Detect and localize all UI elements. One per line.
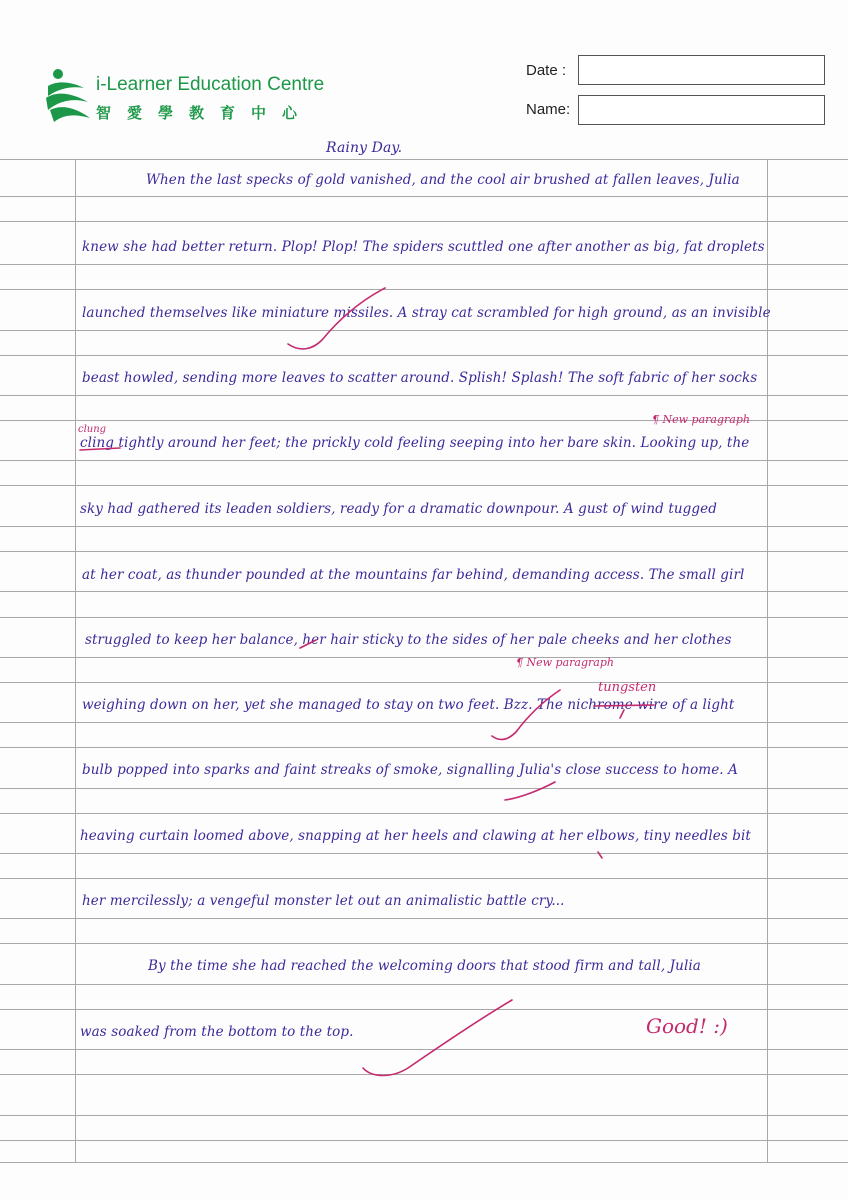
- essay-line: beast howled, sending more leaves to scatter around. Splish! Splash! The soft fabric of her socks: [82, 370, 758, 386]
- essay-title: Rainy Day.: [326, 140, 403, 156]
- strike-nichrome: [594, 705, 654, 706]
- essay-line: her mercilessly; a vengeful monster let out an animalistic battle cry...: [82, 893, 565, 909]
- correction-clung: clung: [78, 424, 107, 435]
- essay-line: launched themselves like miniature missiles. A stray cat scrambled for high ground, as an invisible: [82, 305, 771, 321]
- essay-line: When the last specks of gold vanished, and the cool air brushed at fallen leaves, Julia: [146, 172, 740, 188]
- brand-name-chinese: 智愛學教育中心: [96, 104, 314, 122]
- insert-comma: [598, 852, 602, 858]
- strike-comma: [300, 640, 316, 648]
- teacher-comment: Good! :): [646, 1014, 728, 1038]
- essay-line: knew she had better return. Plop! Plop! The spiders scuttled one after another as big, fat droplets: [82, 239, 765, 255]
- insert-comma: [620, 710, 624, 718]
- essay-line: heaving curtain loomed above, snapping at her heels and clawing at her elbows, tiny needles bit: [80, 828, 751, 844]
- brand-name-english: i-Learner Education Centre: [96, 74, 325, 95]
- essay-line: bulb popped into sparks and faint streaks of smoke, signalling Julia's close success to home. A: [82, 762, 738, 778]
- new-paragraph-mark: ¶ New paragraph: [652, 413, 750, 426]
- essay-line: was soaked from the bottom to the top.: [80, 1024, 354, 1040]
- tick-mark: [288, 288, 385, 349]
- correction-tungsten: tungsten: [598, 680, 657, 695]
- tick-mark: [505, 782, 555, 800]
- strike-cling: [80, 448, 120, 450]
- date-label: Date :: [526, 62, 567, 79]
- essay-line: struggled to keep her balance, her hair sticky to the sides of her pale cheeks and her clothes: [85, 632, 732, 648]
- tick-mark: [363, 1000, 512, 1076]
- new-paragraph-mark: ¶ New paragraph: [516, 656, 614, 669]
- essay-line: cling tightly around her feet; the prickly cold feeling seeping into her bare skin. Looking up, the: [80, 435, 750, 451]
- essay-line: at her coat, as thunder pounded at the mountains far behind, demanding access. The small girl: [82, 567, 745, 583]
- essay-line: By the time she had reached the welcoming doors that stood firm and tall, Julia: [148, 958, 701, 974]
- essay-line: sky had gathered its leaden soldiers, ready for a dramatic downpour. A gust of wind tugged: [80, 501, 717, 517]
- tick-mark: [492, 690, 560, 739]
- name-label: Name:: [526, 101, 571, 118]
- essay-line: weighing down on her, yet she managed to stay on two feet. Bzz. The nichrome wire of a light: [82, 697, 735, 713]
